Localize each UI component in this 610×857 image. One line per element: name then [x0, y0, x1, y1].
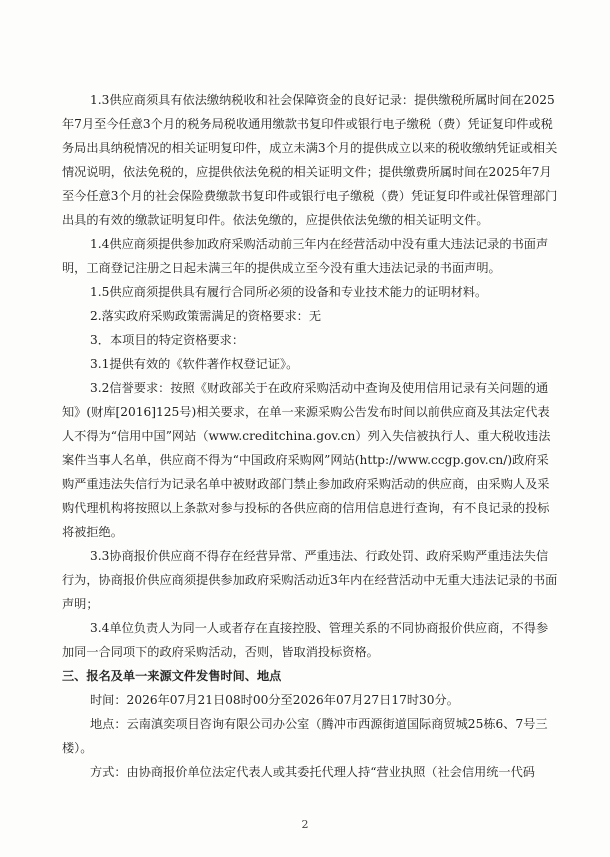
paragraph-3: 3．本项目的特定资格要求： — [90, 333, 245, 347]
paragraph-3-4: 3.4单位负责人为同一人或者存在直接控股、管理关系的不同协商报价供应商，不得参加同一合同项下的政府采购活动，否则，皆取消投标资格。 — [62, 621, 549, 659]
page-number: 2 — [301, 818, 309, 831]
paragraph-3-3: 3.3协商报价供应商不得存在经营异常、严重违法、行政处罚、政府采购严重违法失信行为，协商报价供应商须提供参加政府采购活动近3年内在经营活动中无重大违法记录的书面声明； — [62, 549, 558, 611]
location-line: 地点：云南滇奕项目咨询有限公司办公室（腾冲市西源街道国际商贸城25栋6、7号三楼）。 — [62, 717, 548, 755]
section-title: 三、报名及单一来源文件发售时间、地点 — [62, 669, 282, 683]
paragraph-1-3: 1.3供应商须具有依法缴纳税收和社会保障资金的良好记录：提供缴税所属时间在2025年7月至今任意3个月的税务局税收通用缴款书复印件或银行电子缴税（费）凭证复印件或税务局出具纳税情况的相关证明复印件，成立未满3个月的提供成立以来的税收缴纳凭证或相关情况说明，依法免税的，应提供依法免税的相关证明文件；提供缴费所属时间在2025年7月至今任意3个月的社会保险费缴款书复印件或银行电子缴税（费）凭证复印件或社保管理部门出具的有效的缴款证明复印件。依法免缴的，应提供依法免缴的相关证明文件。 — [62, 93, 558, 227]
paragraph-2: 2.落实政府采购政策需满足的资格要求：无 — [90, 309, 322, 323]
method-line: 方式：由协商报价单位法定代表人或其委托代理人持“营业执照（社会信用统一代码 — [90, 765, 535, 779]
paragraph-3-2: 3.2信誉要求：按照《财政部关于在政府采购活动中查询及使用信用记录有关问题的通知》(财库[2016]125号)相关要求，在单一来源采购公告发布时间以前供应商及其法定代表人不得为“信用中国”网站（www.creditchina.gov.cn）列入失信被执行人、重大税收违法案件当事人名单，供应商不得为“中国政府采购网”网站(http://www.ccgp.gov.cn/)政府采购严重违法失信行为记录名单中被财政部门禁止参加政府采购活动的供应商，由采购人及采购代理机构将按照以上条款对参与投标的各供应商的信用信息进行查询，有不良记录的投标将被拒绝。 — [62, 381, 551, 539]
paragraph-1-5: 1.5供应商须提供具有履行合同所必须的设备和专业技术能力的证明材料。 — [90, 285, 488, 299]
paragraph-1-4: 1.4供应商须提供参加政府采购活动前三年内在经营活动中没有重大违法记录的书面声明，工商登记注册之日起未满三年的提供成立至今没有重大违法记录的书面声明。 — [62, 237, 549, 275]
time-line: 时间：2026年07月21日08时00分至2026年07月27日17时30分。 — [90, 693, 459, 707]
paragraph-3-1: 3.1提供有效的《软件著作权登记证》。 — [90, 357, 299, 371]
document-body — [62, 88, 560, 784]
